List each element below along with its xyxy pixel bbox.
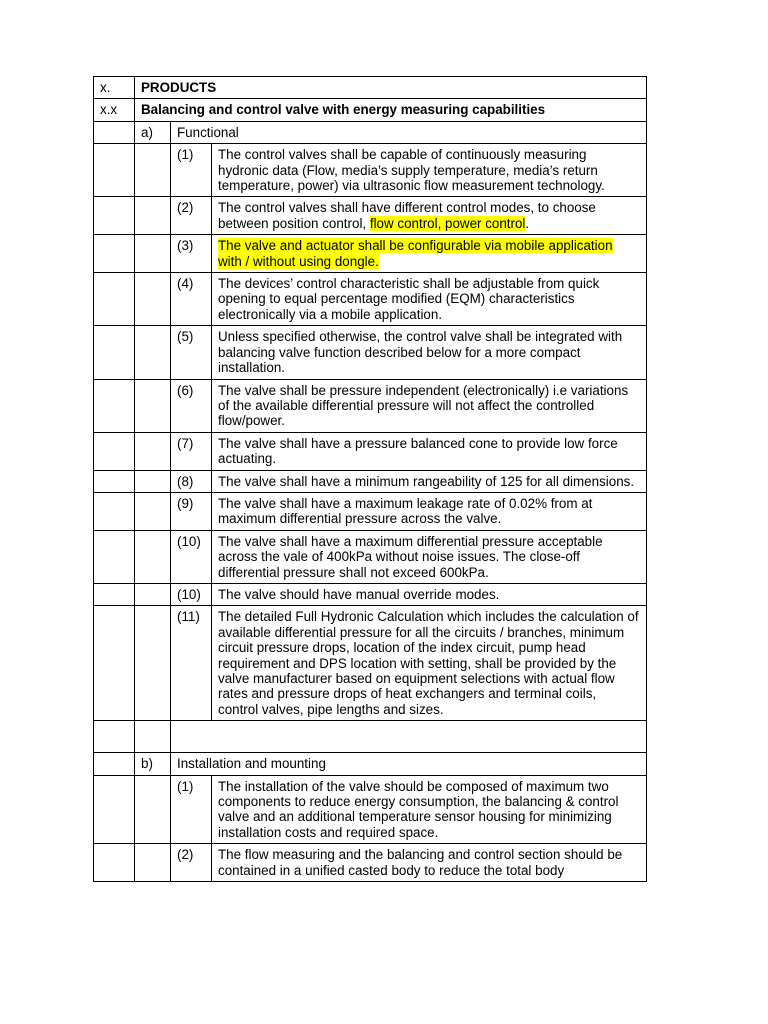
item-text: The control valves shall be capable of continuously measuring hydronic data (Flow, media’s supply temperature, media’s return temperature, power) via ultrasonic flow measurement technology. [212,144,647,197]
item-number: (9) [171,492,212,530]
section-number: x. [94,77,135,99]
item-text [212,235,647,273]
empty-row [94,721,647,753]
item-text: The flow measuring and the balancing and control section should be contained in a unified casted body to reduce the total body [212,844,647,882]
group-b-title: Installation and mounting [171,753,647,775]
item-text: The detailed Full Hydronic Calculation which includes the calculation of available differential pressure for all the circuits / branches, minimum circuit pressure drops, location of the index circuit, pump head requirement and DPS location with setting, shall be provided by the valve manufacturer based on equipment selections with actual flow rates and pressure drops of heat exchangers and terminal coils, control valves, pipe lengths and sizes. [212,606,647,721]
table-row [94,530,647,583]
item-number: (2) [171,844,212,882]
item-text-plain: . [525,215,530,231]
item-number: (3) [171,235,212,273]
table-row [94,273,647,326]
table-row [94,492,647,530]
item-text: The installation of the valve should be composed of maximum two components to reduce energy consumption, the balancing & control valve and an additional temperature sensor housing for minimizing installation costs and required space. [212,775,647,844]
group-a-row [94,121,647,143]
section-row [94,77,647,99]
group-b-letter: b) [135,753,171,775]
item-number: (1) [171,144,212,197]
item-number: (6) [171,379,212,432]
item-number: (8) [171,470,212,492]
table-row [94,197,647,235]
highlighted-text: flow control, power control [369,215,526,231]
item-text: Unless specified otherwise, the control valve shall be integrated with balancing valve function described below for a more compact installation. [212,326,647,379]
table-row [94,379,647,432]
item-text [212,197,647,235]
item-text: The devices’ control characteristic shall be adjustable from quick opening to equal percentage modified (EQM) characteristics electronically via a mobile application. [212,273,647,326]
table-row [94,606,647,721]
table-row [94,775,647,844]
subsection-row [94,99,647,121]
table-row [94,470,647,492]
item-text: The valve shall have a minimum rangeability of 125 for all dimensions. [212,470,647,492]
item-text: The valve shall have a pressure balanced cone to provide low force actuating. [212,432,647,470]
item-number: (5) [171,326,212,379]
table-row [94,326,647,379]
item-number: (10) [171,530,212,583]
subsection-number: x.x [94,99,135,121]
group-a-letter: a) [135,121,171,143]
section-title: PRODUCTS [135,77,647,99]
spec-table [93,76,647,882]
item-text-plain: The control valves shall have different control modes, to choose between position control, [218,200,596,231]
group-a-title: Functional [171,121,647,143]
item-text: The valve shall have a maximum leakage rate of 0.02% from at maximum differential pressure across the valve. [212,492,647,530]
item-number: (1) [171,775,212,844]
item-text: The valve shall have a maximum differential pressure acceptable across the vale of 400kPa without noise issues. The close-off differential pressure shall not exceed 600kPa. [212,530,647,583]
item-number: (11) [171,606,212,721]
item-number: (2) [171,197,212,235]
table-row [94,432,647,470]
table-row [94,235,647,273]
item-number: (7) [171,432,212,470]
table-row [94,844,647,882]
item-text: The valve should have manual override modes. [212,583,647,605]
table-row [94,144,647,197]
item-number: (4) [171,273,212,326]
item-number: (10) [171,583,212,605]
highlighted-text: The valve and actuator shall be configurable via mobile application with / without using dongle. [218,238,613,269]
item-text: The valve shall be pressure independent (electronically) i.e variations of the available differential pressure will not affect the controlled flow/power. [212,379,647,432]
subsection-title: Balancing and control valve with energy measuring capabilities [135,99,647,121]
group-b-row [94,753,647,775]
table-row [94,583,647,605]
